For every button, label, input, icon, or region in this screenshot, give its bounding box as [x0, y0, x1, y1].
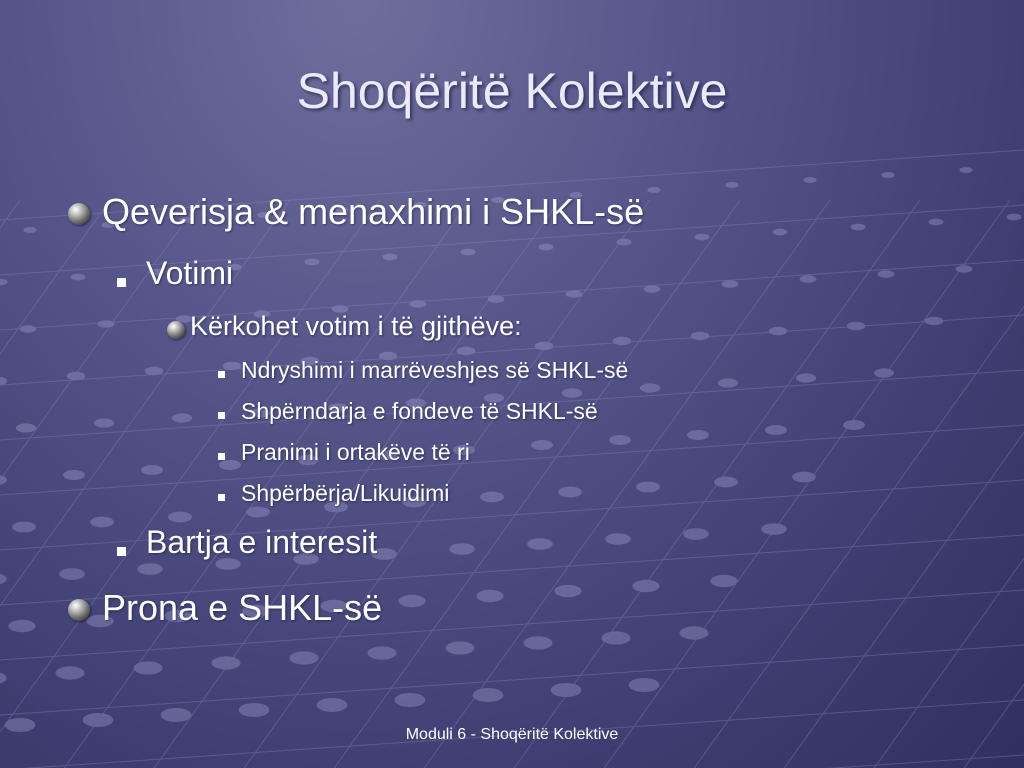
bullet-text-level-4: Ndryshimi i marrëveshjes së SHKL-së — [241, 357, 629, 383]
bullet-text-level-4: Shpërndarja e fondeve të SHKL-së — [241, 398, 598, 424]
square-bullet-icon — [218, 371, 225, 378]
square-bullet-icon — [218, 412, 225, 419]
bullet-text-level-2: Votimi — [146, 255, 234, 291]
bullet-text-level-1: Prona e SHKL-së — [102, 587, 383, 628]
square-bullet-icon — [117, 547, 126, 556]
sphere-bullet-icon — [68, 203, 90, 225]
square-bullet-icon — [218, 453, 225, 460]
slide-footer: Moduli 6 - Shoqëritë Kolektive — [405, 726, 619, 743]
bullet-text-level-3: Kërkohet votim i të gjithëve: — [190, 311, 522, 341]
bullet-text-level-2: Bartja e interesit — [146, 524, 378, 560]
sphere-bullet-icon — [68, 599, 90, 621]
bullet-text-level-1: Qeverisja & menaxhimi i SHKL-së — [102, 191, 645, 232]
square-bullet-icon — [117, 278, 126, 287]
bullet-text-level-4: Pranimi i ortakëve të ri — [241, 439, 470, 465]
slide-title: Shoqëritë Kolektive — [296, 63, 728, 119]
sphere-bullet-icon — [167, 321, 185, 339]
square-bullet-icon — [218, 494, 225, 501]
bullet-text-level-4: Shpërbërja/Likuidimi — [241, 480, 450, 506]
